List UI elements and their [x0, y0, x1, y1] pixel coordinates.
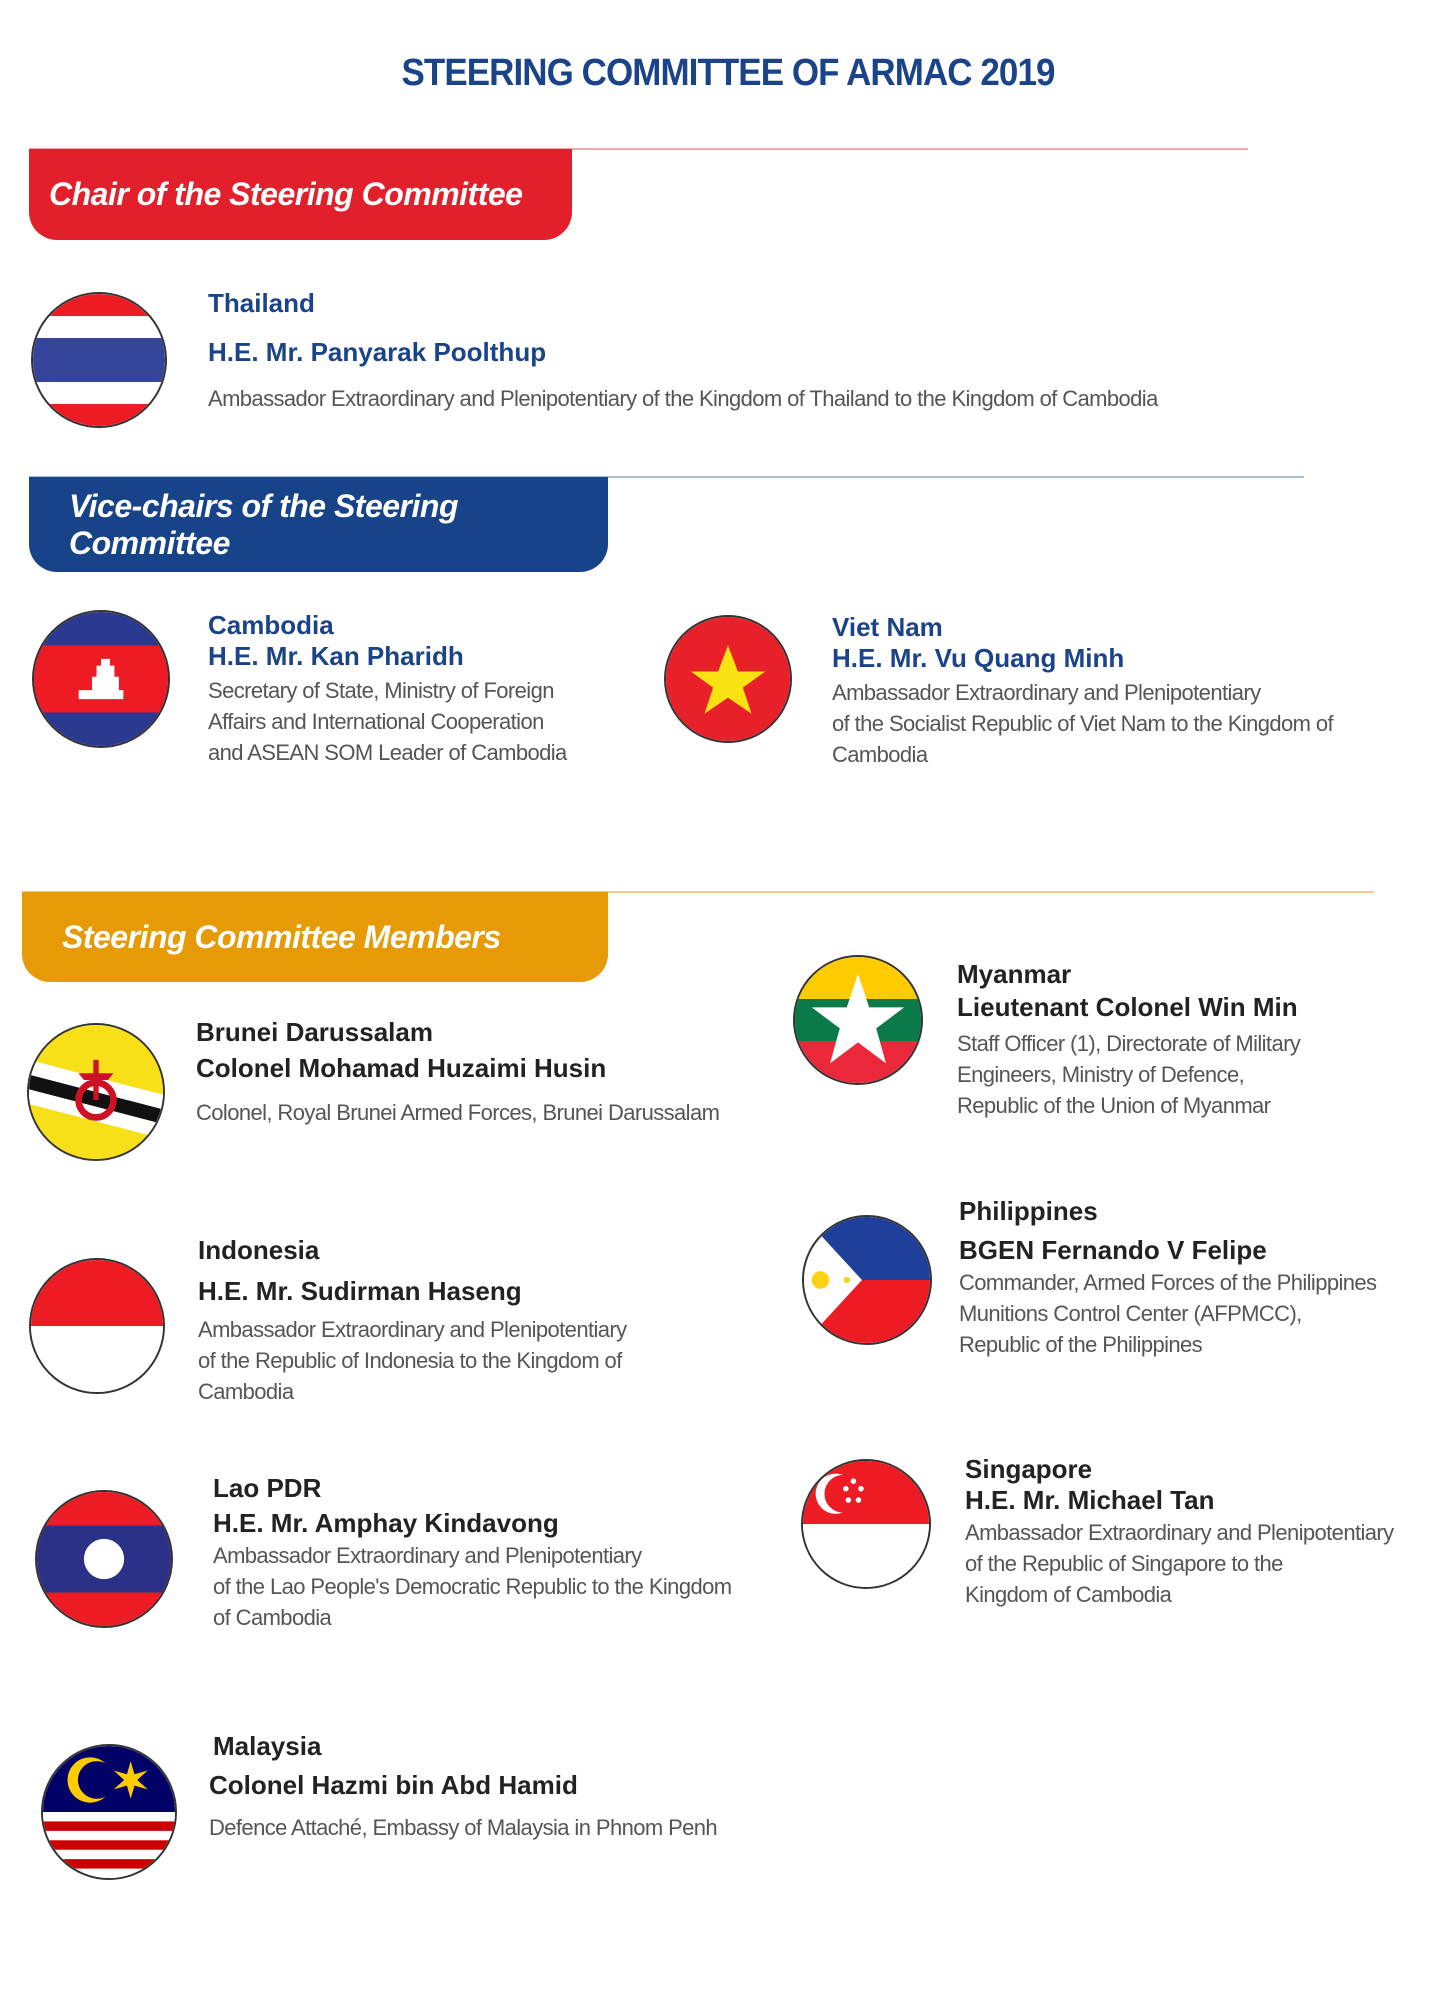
member-entry-malaysia [209, 1731, 717, 1844]
person-title [198, 1315, 627, 1407]
country-name: Singapore [965, 1454, 1093, 1484]
chair-entry-thailand [208, 288, 1158, 415]
title-line: Cambodia [198, 1378, 294, 1404]
myanmar-flag-icon [793, 955, 923, 1085]
title-line: of Cambodia [213, 1604, 332, 1630]
title-line: and ASEAN SOM Leader of Cambodia [208, 739, 567, 765]
person-title [832, 678, 1333, 770]
title-line: of the Lao People's Democratic Republic to the Kingdom [213, 1574, 732, 1600]
indonesia-flag-icon [29, 1258, 165, 1394]
title-line: Ambassador Extraordinary and Plenipotentiary [832, 680, 1261, 706]
member-entry-singapore [965, 1454, 1394, 1611]
title-line: of the Republic of Singapore to the [965, 1551, 1283, 1577]
title-line: Ambassador Extraordinary and Plenipotentiary of the Kingdom of Thailand to the Kingdom of Cambodia [208, 386, 1158, 412]
title-line: Munitions Control Center (AFPMCC), [959, 1301, 1302, 1327]
person-name: H.E. Mr. Kan Pharidh [208, 641, 464, 672]
person-title [209, 1813, 717, 1844]
person-name: H.E. Mr. Panyarak Poolthup [208, 337, 547, 368]
brunei-flag-icon [27, 1023, 165, 1161]
title-line: Defence Attaché, Embassy of Malaysia in Phnom Penh [209, 1815, 718, 1841]
lao-flag-icon [35, 1490, 173, 1628]
member-entry-philippines [959, 1196, 1376, 1361]
person-title [196, 1098, 719, 1129]
title-line: Kingdom of Cambodia [965, 1581, 1172, 1607]
title-line: of the Republic of Indonesia to the Kingdom of [198, 1348, 622, 1374]
title-line: Republic of the Union of Myanmar [957, 1092, 1271, 1118]
title-line: Colonel, Royal Brunei Armed Forces, Brunei Darussalam [196, 1100, 720, 1126]
country-name: Viet Nam [832, 612, 943, 642]
country-name: Lao PDR [213, 1473, 322, 1503]
country-name: Malaysia [213, 1731, 322, 1761]
person-name: H.E. Mr. Michael Tan [965, 1485, 1215, 1516]
malaysia-flag-icon [41, 1744, 177, 1880]
title-line: Ambassador Extraordinary and Plenipotentiary [213, 1543, 642, 1569]
title-line: Affairs and International Cooperation [208, 709, 544, 735]
member-entry-indonesia [198, 1235, 627, 1408]
country-name: Cambodia [208, 610, 334, 640]
title-line: Secretary of State, Ministry of Foreign [208, 678, 554, 704]
country-name: Brunei Darussalam [196, 1017, 433, 1047]
member-entry-brunei [196, 1017, 719, 1129]
person-title [213, 1541, 731, 1633]
vice-section-header: Vice-chairs of the Steering Committee [29, 477, 608, 572]
members-section-header: Steering Committee Members [22, 892, 608, 982]
person-name: H.E. Mr. Amphay Kindavong [213, 1508, 559, 1539]
person-name: H.E. Mr. Vu Quang Minh [832, 643, 1125, 674]
country-name: Indonesia [198, 1235, 320, 1265]
title-line: Commander, Armed Forces of the Philippines [959, 1270, 1377, 1296]
person-name: Lieutenant Colonel Win Min [957, 992, 1298, 1023]
title-line: Cambodia [832, 741, 928, 767]
vice-entry-cambodia [208, 610, 567, 769]
vietnam-flag-icon [664, 615, 792, 743]
person-title [208, 384, 1158, 415]
person-title [957, 1029, 1300, 1121]
member-entry-lao [213, 1473, 731, 1634]
person-name: H.E. Mr. Sudirman Haseng [198, 1276, 522, 1307]
chair-section-header: Chair of the Steering Committee [29, 149, 572, 240]
country-name: Myanmar [957, 959, 1072, 989]
person-name: BGEN Fernando V Felipe [959, 1235, 1267, 1266]
cambodia-flag-icon [32, 610, 170, 748]
member-entry-myanmar [957, 959, 1300, 1122]
vice-entry-vietnam [832, 612, 1333, 771]
title-line: Ambassador Extraordinary and Plenipotentiary [198, 1317, 627, 1343]
country-name: Philippines [959, 1196, 1098, 1226]
person-title [959, 1268, 1376, 1360]
person-title [208, 676, 567, 768]
country-name: Thailand [208, 288, 315, 318]
person-title [965, 1518, 1394, 1610]
philippines-flag-icon [802, 1215, 932, 1345]
person-name: Colonel Mohamad Huzaimi Husin [196, 1053, 607, 1084]
title-line: Ambassador Extraordinary and Plenipotentiary [965, 1520, 1394, 1546]
title-line: of the Socialist Republic of Viet Nam to the Kingdom of [832, 711, 1333, 737]
title-line: Republic of the Philippines [959, 1331, 1203, 1357]
title-line: Staff Officer (1), Directorate of Military [957, 1031, 1301, 1057]
person-name: Colonel Hazmi bin Abd Hamid [209, 1770, 578, 1801]
thailand-flag-icon [31, 292, 167, 428]
title-line: Engineers, Ministry of Defence, [957, 1062, 1245, 1088]
page-title: STEERING COMMITTEE OF ARMAC 2019 [401, 52, 1055, 94]
singapore-flag-icon [801, 1459, 931, 1589]
